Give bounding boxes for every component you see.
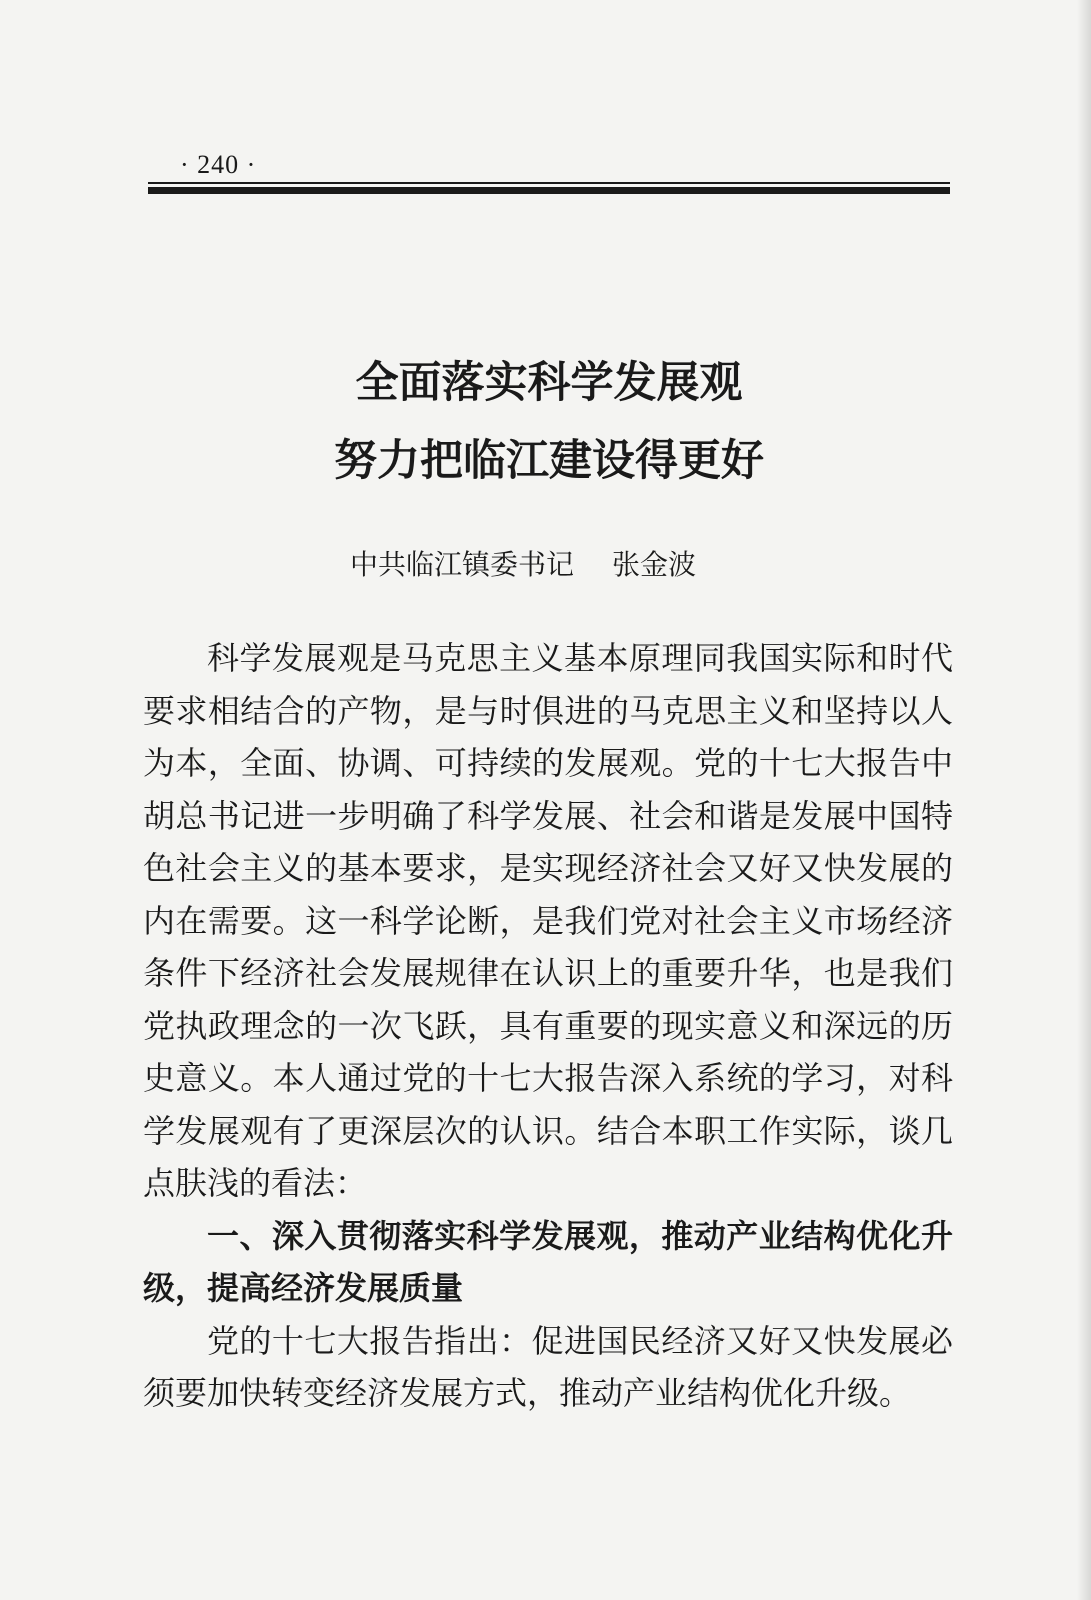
article-title-line-2: 努力把临江建设得更好 — [334, 436, 764, 486]
byline — [350, 543, 696, 583]
header-rule-thick — [148, 187, 950, 194]
page-number: · 240 · — [180, 150, 257, 179]
byline-author: 张金波 — [612, 548, 697, 581]
paragraph: 科学发展观是马克思主义基本原理同我国实际和时代要求相结合的产物，是与时俱进的马克思主义和坚持以人为本，全面、协调、可持续的发展观。党的十七大报告中胡总书记进一步明确了科学发展、社会和谐是发展中国特色社会主义的基本要求，是实现经济社会又好又快发展的内在需要。这一科学论断，是我们党对社会主义市场经济条件下经济社会发展规律在认识上的重要升华，也是我们党执政理念的一次飞跃，具有重要的现实意义和深远的历史意义。本人通过党的十七大报告深入系统的学习，对科学发展观有了更深层次的认识。结合本职工作实际，谈几点肤浅的看法： — [143, 639, 953, 1202]
paragraph: 党的十七大报告指出：促进国民经济又好又快发展必须要加快转变经济发展方式，推动产业结构优化升级。 — [143, 1321, 953, 1412]
header-rule-thin — [148, 182, 950, 184]
article-body — [143, 632, 953, 1420]
article-title-line-1: 全面落实科学发展观 — [355, 358, 743, 408]
section-heading: 一、深入贯彻落实科学发展观，推动产业结构优化升级，提高经济发展质量 — [143, 1216, 953, 1307]
byline-position: 中共临江镇委书记 — [350, 548, 575, 581]
scan-edge-shadow — [1077, 0, 1091, 1600]
